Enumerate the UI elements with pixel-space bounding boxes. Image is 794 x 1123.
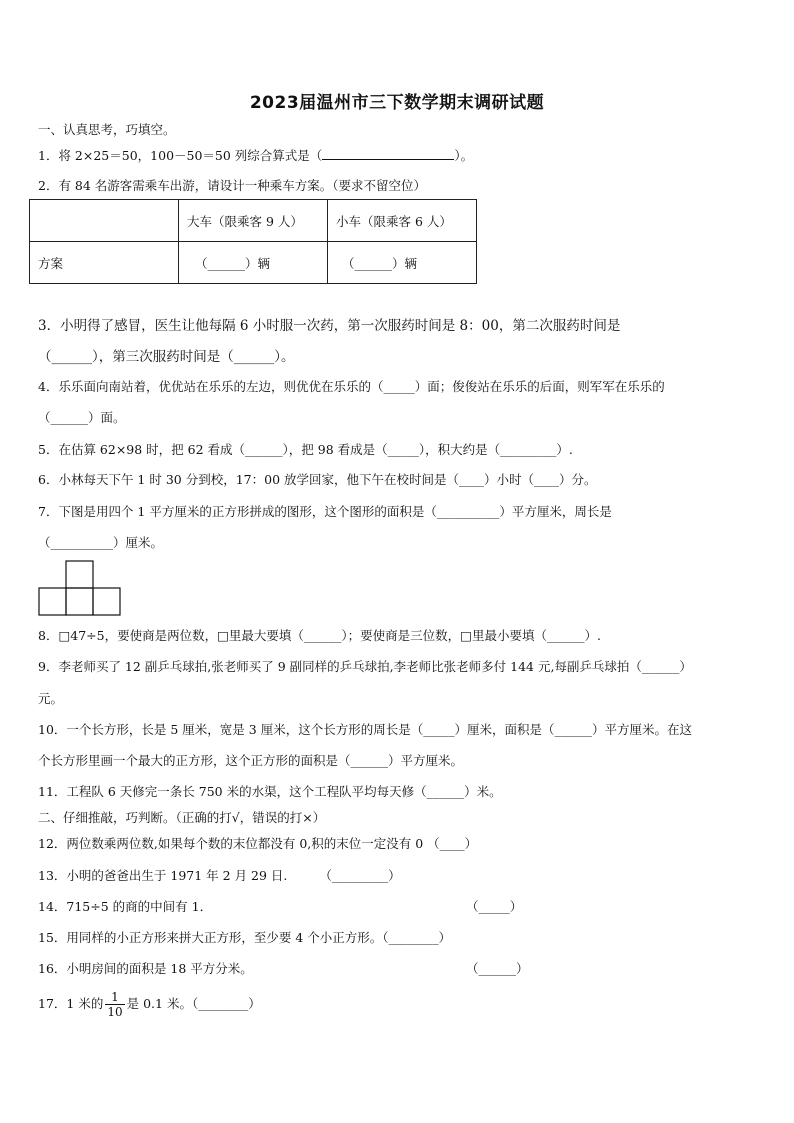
- question-10-line-2: 个长方形里画一个最大的正方形，这个正方形的面积是（______）平方厘米。: [38, 753, 464, 768]
- plan-table: [29, 199, 477, 284]
- question-1-end: ）。: [454, 148, 474, 163]
- section-heading-judge: 二、仔细推敲，巧判断。（正确的打√，错误的打×）: [38, 810, 326, 825]
- question-15: 15．用同样的小正方形来拼大正方形，至少要 4 个小正方形。（________）: [38, 930, 452, 945]
- question-6: 6．小林每天下午 1 时 30 分到校，17：00 放学回家，他下午在校时间是（____）小时（____）分。: [38, 472, 597, 487]
- question-8: 8．□47÷5，要使商是两位数，□里最大要填（______）；要使商是三位数，□里最小要填（______）.: [38, 628, 601, 643]
- four-squares-figure: [38, 560, 122, 616]
- question-17-end: 是 0.1 米。（________）: [126, 996, 261, 1011]
- table-cell-van-count[interactable]: （______）辆: [328, 242, 477, 284]
- square-bottom-middle: [66, 588, 93, 615]
- question-14-text: 14．715÷5 的商的中间有 1．: [38, 899, 213, 914]
- square-bottom-left: [39, 588, 66, 615]
- question-17: [38, 986, 760, 1022]
- square-bottom-right: [93, 588, 120, 615]
- question-4-line-1: 4．乐乐面向南站着，优优站在乐乐的左边，则优优在乐乐的（_____）面；俊俊站在乐乐的后面，则军军在乐乐的: [38, 379, 665, 394]
- table-cell-bus-count[interactable]: （______）辆: [179, 242, 328, 284]
- fraction-denominator: 10: [107, 1005, 123, 1019]
- question-10-line-1: 10．一个长方形，长是 5 厘米，宽是 3 厘米，这个长方形的周长是（_____）厘米，面积是（______）平方厘米。在这: [38, 722, 692, 737]
- question-11: 11．工程队 6 天修完一条长 750 米的水渠，这个工程队平均每天修（______）米。: [38, 784, 502, 799]
- question-7-line-1: 7．下图是用四个 1 平方厘米的正方形拼成的图形，这个图形的面积是（__________）平方厘米，周长是: [38, 504, 612, 519]
- question-2: 2．有 84 名游客需乘车出游，请设计一种乘车方案。（要求不留空位）: [38, 178, 427, 193]
- question-5: 5．在估算 62×98 时，把 62 看成（______），把 98 看成是（_____），积大约是（_________）.: [38, 442, 573, 457]
- question-14-blank[interactable]: （_____）: [466, 899, 523, 914]
- question-9-line-2: 元。: [38, 691, 64, 706]
- question-16: [38, 959, 760, 977]
- question-14: [38, 897, 760, 915]
- question-17-text: 17．1 米的: [38, 996, 104, 1011]
- fraction-numerator: 1: [105, 990, 124, 1005]
- square-top: [66, 561, 93, 588]
- page-title: 2023届温州市三下数学期末调研试题: [249, 93, 545, 113]
- question-3-line-1: 3．小明得了感冒，医生让他每隔 6 小时服一次药，第一次服药时间是 8：00，第二次服药时间是: [38, 318, 621, 334]
- table-header-empty: [30, 200, 179, 242]
- table-row-label: 方案: [30, 242, 179, 284]
- question-1-text: 1．将 2×25＝50，100－50＝50 列综合算式是（: [38, 148, 323, 163]
- question-7-line-2: （__________）厘米。: [38, 535, 164, 550]
- question-12: 12．两位数乘两位数,如果每个数的末位都没有 0,积的末位一定没有 0 （____）: [38, 836, 478, 851]
- fraction-one-tenth: [105, 990, 124, 1019]
- table-header-bus: 大车（限乘客 9 人）: [179, 200, 328, 242]
- question-16-blank[interactable]: （______）: [466, 961, 529, 976]
- question-1: [38, 146, 760, 164]
- answer-blank[interactable]: [322, 147, 454, 160]
- table-header-van: 小车（限乘客 6 人）: [328, 200, 477, 242]
- question-4-line-2: （______）面。: [38, 410, 126, 425]
- question-13-text: 13．小明的爸爸出生于 1971 年 2 月 29 日.: [38, 868, 288, 883]
- section-heading-fill: 一、认真思考，巧填空。: [38, 122, 176, 137]
- question-3-line-2: （______），第三次服药时间是（______）。: [38, 349, 295, 365]
- question-13-blank[interactable]: （_________）: [319, 868, 401, 883]
- question-9-line-1: 9．李老师买了 12 副乒乓球拍,张老师买了 9 副同样的乒乓球拍,李老师比张老师多付 144 元,每副乒乓球拍（______）: [38, 659, 692, 674]
- question-13: [38, 866, 760, 884]
- question-16-text: 16．小明房间的面积是 18 平方分米。: [38, 961, 253, 976]
